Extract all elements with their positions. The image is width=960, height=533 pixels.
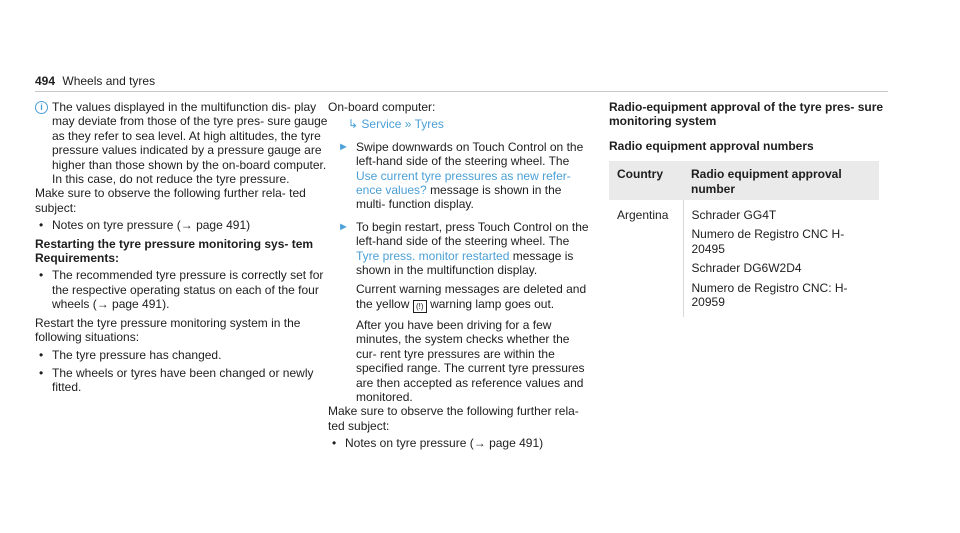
subheading: Radio equipment approval numbers [609, 138, 814, 153]
column-right [609, 100, 889, 317]
message-text: Use current tyre pressures as new refer- ence values? [356, 168, 571, 198]
approval-table [609, 161, 879, 317]
table-cell: Argentina [609, 200, 683, 317]
list-item[interactable]: • Notes on tyre pressure (→ page 491) [35, 218, 330, 232]
page-number: 494 [35, 74, 56, 88]
info-note-text: The values displayed in the multifunction dis- play may deviate from those of the tyre pres- sure gauge as they refer to sea level. At high altitudes, the tyre pressure values indicated by a pressure gauge are higher than those shown by the on-board computer. In this case, do not reduce the tyre pressure. [52, 100, 328, 187]
observe-text: Make sure to observe the following further rela- ted subject: [35, 186, 306, 215]
onboard-label: On-board computer: [328, 100, 436, 114]
table-row [609, 200, 879, 317]
menu-tyres[interactable]: Tyres [414, 117, 444, 132]
restart-text: Restart the tyre pressure monitoring system in the following situations: [35, 315, 301, 345]
list-item[interactable]: • Notes on tyre pressure (→ page 491) [328, 436, 593, 450]
triangle-arrow-icon: ► [338, 140, 349, 153]
requirements-list [35, 268, 330, 311]
arrow-icon: → [180, 218, 193, 233]
tyre-pressure-warning-lamp-icon: (!) [413, 300, 427, 313]
section-heading: Radio-equipment approval of the tyre pres- sure monitoring system [609, 100, 884, 129]
header-divider [35, 91, 888, 92]
related-list [328, 436, 593, 450]
menu-path [328, 117, 593, 131]
message-text: Tyre press. monitor restarted [356, 248, 510, 263]
column-header: Country [609, 161, 683, 200]
related-list [35, 218, 330, 232]
nav-arrow-icon: » [404, 117, 412, 132]
nav-arrow-icon: ↳ [348, 117, 359, 132]
list-item: • The wheels or tyres have been changed or newly fitted. [35, 366, 330, 395]
column-left [35, 100, 330, 399]
observe-text: Make sure to observe the following further rela- ted subject: [328, 404, 579, 433]
step-1: ► Swipe downwards on Touch Control on the left-hand side of the steering wheel. The Use current tyre pressures as new refer- ence values? message is shown in the multi- function display. [338, 139, 584, 212]
table-cell: Schrader GG4T Numero de Registro CNC H-20495 Schrader DG6W2D4 Numero de Registro CNC: H-20959 [691, 208, 848, 310]
column-middle [328, 100, 593, 455]
warning-text: Current warning messages are deleted and the yellow (!) warning lamp goes out. [356, 282, 587, 311]
situations-list [35, 348, 330, 395]
section-title: Wheels and tyres [62, 74, 156, 88]
after-text: After you have been driving for a few minutes, the system checks whether the cur- rent tyre pressures are within the specified range. The current tyre pressures are then accepted as reference values and monitored. [356, 317, 585, 404]
step-2: ► To begin restart, press Touch Control on the left-hand side of the steering wheel. The Tyre press. monitor restarted message is shown in the multifunction display. [338, 219, 589, 278]
list-item: • The recommended tyre pressure is correctly set for the respective operating status on each of the four wheels (→ page 491). [35, 268, 330, 311]
requirements-label: Requirements: [35, 251, 120, 266]
column-header: Radio equipment approval number [683, 161, 879, 200]
table-header-row [609, 161, 879, 200]
info-note [35, 100, 330, 186]
menu-service[interactable]: Service [361, 117, 402, 132]
triangle-arrow-icon: ► [338, 220, 349, 233]
info-circle-icon: i [35, 101, 48, 114]
section-heading: Restarting the tyre pressure monitoring sys- tem [35, 236, 314, 251]
list-item: • The tyre pressure has changed. [35, 348, 330, 362]
page-header [35, 74, 155, 88]
